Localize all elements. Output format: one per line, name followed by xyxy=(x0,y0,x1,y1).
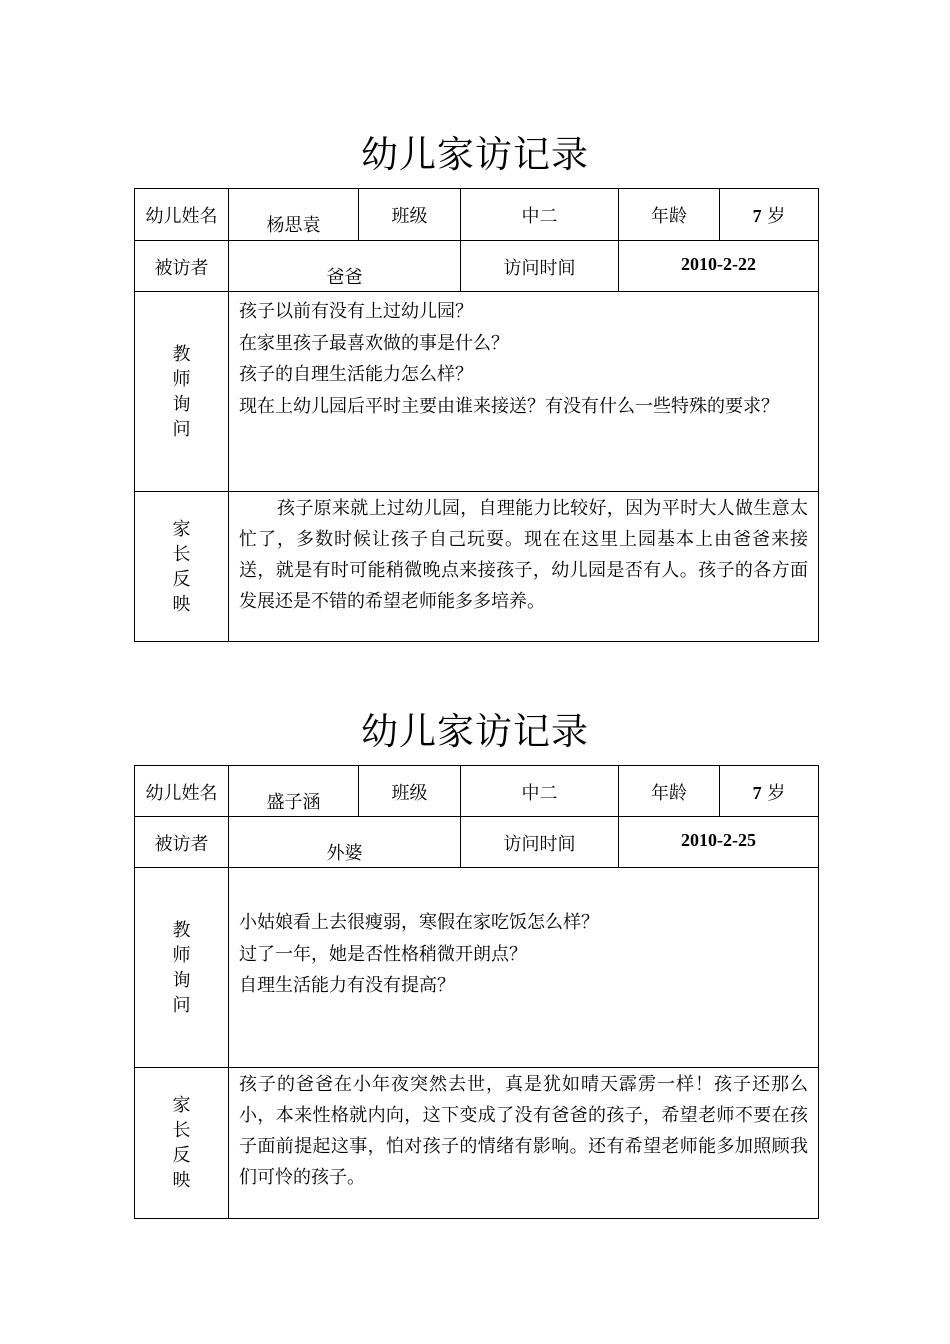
visit-time-label: 访问时间 xyxy=(461,817,619,868)
age-unit: 岁 xyxy=(767,206,786,227)
record-title: 幼儿家访记录 xyxy=(361,133,589,176)
class-value: 中二 xyxy=(461,766,619,817)
parent-feedback-label: 家 长 反 映 xyxy=(135,1068,229,1219)
visitee-label: 被访者 xyxy=(135,241,229,292)
teacher-questions xyxy=(229,868,819,1068)
child-name-value: 盛子涵 xyxy=(229,766,359,817)
question-item: 孩子以前有没有上过幼儿园？ xyxy=(239,301,473,322)
visit-time-value: 2010-2-25 xyxy=(619,817,819,868)
visitee-value: 外婆 xyxy=(229,817,461,868)
visitee-value: 爸爸 xyxy=(229,241,461,292)
teacher-questions xyxy=(229,292,819,492)
record-title: 幼儿家访记录 xyxy=(361,710,589,753)
child-name-value: 杨思袁 xyxy=(229,189,359,241)
teacher-inquiry-label: 教 师 询 问 xyxy=(135,868,229,1068)
visit-record-table xyxy=(134,188,819,642)
age-value xyxy=(720,189,819,241)
question-item: 现在上幼儿园后平时主要由谁来接送？有没有什么一些特殊的要求？ xyxy=(239,395,779,417)
parent-feedback-text: 孩子的爸爸在小年夜突然去世，真是犹如晴天霹雳一样！孩子还那么小，本来性格就内向，这下变成了没有爸爸的孩子，希望老师不要在孩子面前提起这事，怕对孩子的情绪有影响。还有希望老师能多加照顾我们可怜的孩子。 xyxy=(229,1068,819,1219)
visit-time-label: 访问时间 xyxy=(461,241,619,292)
age-value xyxy=(720,766,819,817)
child-name-label: 幼儿姓名 xyxy=(135,766,229,817)
visitee-label: 被访者 xyxy=(135,817,229,868)
teacher-inquiry-label: 教 师 询 问 xyxy=(135,292,229,492)
question-item: 在家里孩子最喜欢做的事是什么？ xyxy=(239,332,509,354)
question-item: 自理生活能力有没有提高？ xyxy=(239,975,455,997)
visit-record-table xyxy=(134,765,819,1219)
age-label: 年龄 xyxy=(619,189,720,241)
parent-feedback-text: 孩子原来就上过幼儿园，自理能力比较好，因为平时大人做生意太忙了，多数时候让孩子自己玩耍。现在在这里上园基本上由爸爸来接送，就是有时可能稍微晚点来接孩子，幼儿园是否有人。孩子的各方面发展还是不错的希望老师能多多培养。 xyxy=(229,492,819,642)
question-item: 小姑娘看上去很瘦弱，寒假在家吃饭怎么样？ xyxy=(239,912,599,934)
class-value: 中二 xyxy=(461,189,619,241)
visit-time-value: 2010-2-22 xyxy=(619,241,819,292)
question-item: 孩子的自理生活能力怎么样？ xyxy=(239,364,473,385)
age-unit: 岁 xyxy=(767,783,786,804)
age-number: 7 xyxy=(752,206,762,226)
class-label: 班级 xyxy=(359,766,461,817)
class-label: 班级 xyxy=(359,189,461,241)
parent-feedback-label: 家 长 反 映 xyxy=(135,492,229,642)
age-label: 年龄 xyxy=(619,766,720,817)
age-number: 7 xyxy=(752,783,762,803)
child-name-label: 幼儿姓名 xyxy=(135,189,229,241)
question-item: 过了一年，她是否性格稍微开朗点？ xyxy=(239,943,527,965)
